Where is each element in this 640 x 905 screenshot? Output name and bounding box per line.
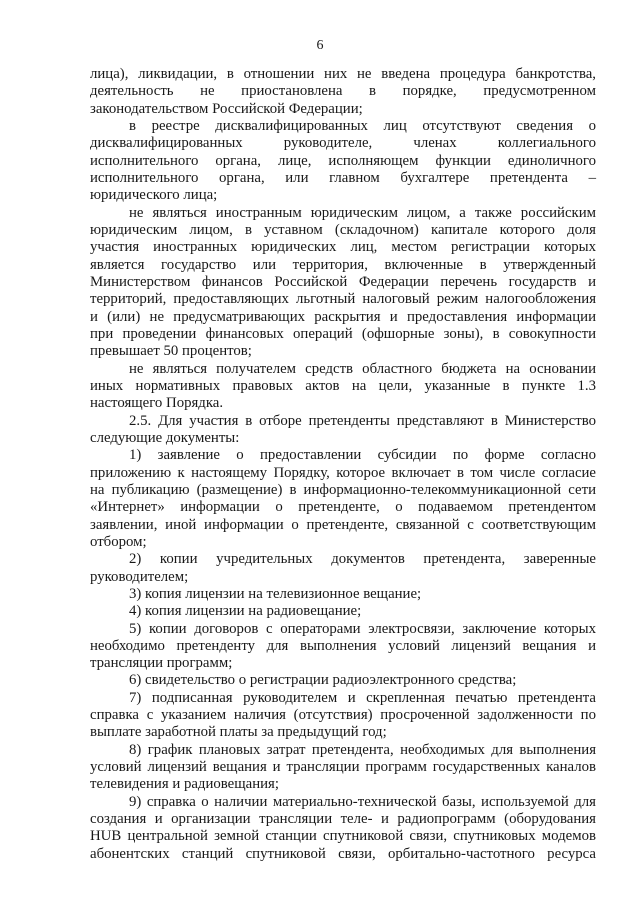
text-line: 2.5. Для участия в отборе претенденты представляют в Министерство [129,412,596,429]
text-line: HUB центральной земной станции спутниковой связи, спутниковых модемов [90,828,596,845]
text-line: не являться иностранным юридическим лицом, а также российским [129,204,596,221]
text-line: 9) справка о наличии материально-технической базы, используемой для [129,793,596,810]
text-line: деятельность не приостановлена в порядке, предусмотренном [90,83,596,100]
document-item-6 [90,672,596,689]
document-item-2 [90,551,596,586]
text-line: 8) график плановых затрат претендента, необходимых для выполнения [129,741,596,758]
text-line: юридического лица; [90,187,218,204]
text-line: справка с указанием наличия (отсутствия) просроченной задолженности по [90,707,596,724]
text-line: настоящего Порядка. [90,395,224,412]
text-line: юридическим лицом, в уставном (складочном) капитале которого доля [90,221,596,238]
text-line: исполнительного органа, или главном бухгалтере претендента – [90,169,596,186]
paragraph-disqualified-registry [90,118,596,205]
document-item-5 [90,621,596,673]
text-line: руководителем; [90,568,189,585]
text-line: условий лицензий вещания и трансляции программ государственных каналов [90,759,596,776]
document-item-7 [90,690,596,742]
text-line: в реестре дисквалифицированных лиц отсутствуют сведения о [129,117,596,134]
text-line: при проведении финансовых операций (офшорные зоны), в совокупности [90,325,596,342]
text-line: необходимо претенденту для выполнения условий лицензий вещания и [90,637,596,654]
document-item-8 [90,742,596,794]
text-line: создания и организации трансляции теле- и радиопрограмм (оборудования [90,811,596,828]
paragraph-clause-2-5 [90,413,596,448]
text-line: 3) копия лицензии на телевизионное вещание; [129,585,422,602]
text-line: «Интернет» информации о претенденте, о подаваемом претендентом [90,499,596,516]
paragraph-foreign-entity [90,205,596,361]
text-line: заявлении, иной информации о претенденте, связанной с соответствующим [90,516,596,533]
text-line: следующие документы: [90,429,240,446]
document-item-9 [90,794,596,863]
text-line: дисквалифицированных руководителе, членах коллегиального [90,135,596,152]
text-line: превышает 50 процентов; [90,343,252,360]
document-body [90,66,596,863]
text-line: абонентских станций спутниковой связи, орбитально-частотного ресурса [90,845,596,862]
text-line: Министерством финансов Российской Федерации перечень государств и [90,273,596,290]
text-line: отбором; [90,533,147,550]
text-line: участия иностранных юридических лиц, местом регистрации которых [90,239,596,256]
text-line: исполнительного органа, лице, исполняющем функции единоличного [90,152,596,169]
text-line: законодательством Российской Федерации; [90,100,363,117]
text-line: выплате заработной платы за предыдущий год; [90,724,387,741]
text-line: 6) свидетельство о регистрации радиоэлектронного средства; [129,672,517,689]
text-line: на публикацию (размещение) в информационно-телекоммуникационной сети [90,481,596,498]
text-line: трансляции программ; [90,655,233,672]
text-line: 1) заявление о предоставлении субсидии по форме согласно [129,447,596,464]
document-item-3 [90,586,596,603]
text-line: 7) подписанная руководителем и скрепленная печатью претендента [129,689,596,706]
text-line: является государство или территория, включенные в утвержденный [90,256,596,273]
text-line: 4) копия лицензии на радиовещание; [129,603,362,620]
text-line: 5) копии договоров с операторами электросвязи, заключение которых [129,620,596,637]
page-number: 6 [316,38,324,53]
text-line: 2) копии учредительных документов претендента, заверенные [129,551,596,568]
document-item-4 [90,603,596,620]
text-line: телевидения и радиовещания; [90,776,279,793]
document-item-1 [90,447,596,551]
paragraph-budget-recipient [90,361,596,413]
text-line: и (или) не предусматривающих раскрытия и предоставления информации [90,308,596,325]
text-line: лица), ликвидации, в отношении них не введена процедура банкротства, [90,66,596,82]
text-line: территорий, предоставляющих льготный налоговый режим налогообложения [90,291,596,308]
text-line: приложению к настоящему Порядку, которое включает в том числе согласие [90,464,596,481]
paragraph-continuation [90,66,596,118]
text-line: иных нормативных правовых актов на цели, указанные в пункте 1.3 [90,377,596,394]
text-line: не являться получателем средств областного бюджета на основании [129,360,596,377]
